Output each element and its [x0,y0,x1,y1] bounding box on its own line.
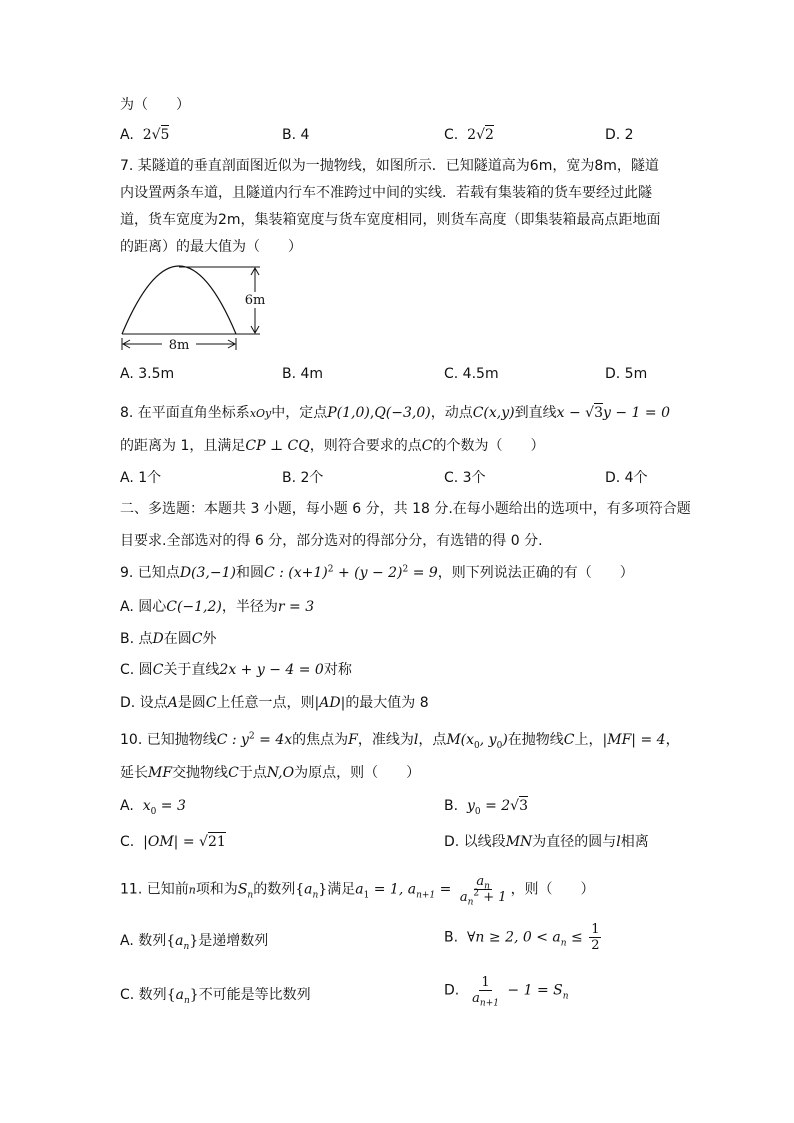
tunnel-arch [122,266,236,334]
q7-option-b: B. 4m [282,366,324,382]
prev-option-c: C. 2√2 [444,127,494,143]
q8-option-a: A. 1个 [120,470,162,486]
q7-text-line-2: 内设置两条车道，且隧道内行车不准跨过中间的实线．若载有集装箱的货车要经过此隧 [120,185,652,201]
q11-recurrence-fraction: $\frac{a_n}{a_n^2 + 1}$ [459,874,507,908]
q10-option-c: C. |OM| = √21 [120,834,226,850]
q10-stem-line-2: 延长MF交抛物线C于点N,O为原点，则（ ） [120,765,421,781]
q11-option-a: A. 数列$\{a_n\}$是递增数列 [120,933,269,952]
q10-option-d: D. 以线段MN为直径的圆与l相离 [444,834,649,850]
section2-instruction-line-1: 二、多选题：本题共 3 小题，每小题 6 分，共 18 分.在每小题给出的选项中，有多项符合题 [120,501,691,517]
q11-option-c: C. 数列$\{a_n\}$不可能是等比数列 [120,987,311,1006]
q10-option-a: A. $x_0 = 3$ [120,798,186,817]
q10-stem-line-1: 10. 已知抛物线C : $y^2 = 4x$的焦点为F，准线为l，点$M(x_0$, $y_0$)在抛物线C上，|MF| = 4， [120,731,680,751]
q9-option-a: A. 圆心C(−1,2)，半径为r = 3 [120,599,315,615]
q9-stem: 9. 已知点D(3,−1)和圆C : $(x+1)^2 + (y - 2)^2 = 9$，则下列说法正确的有（ ） [120,564,634,581]
q8-option-c: C. 3个 [444,470,486,486]
q7-text-line-4: 的距离）的最大值为（ ） [120,239,302,255]
reciprocal-fraction: $\frac{1}{a_{n+1}}$ [472,975,499,1009]
q8-text-line-2: 的距离为 1，且满足CP ⊥ CQ，则符合要求的点C的个数为（ ） [120,438,545,454]
prev-option-b: B. 4 [282,127,310,143]
q7-text-line-1: 7. 某隧道的垂直剖面图近似为一抛物线，如图所示．已知隧道高为6m，宽为8m，隧道 [120,158,659,174]
q8-option-d: D. 4个 [605,470,648,486]
prev-option-d: D. 2 [605,127,634,143]
q7-option-d: D. 5m [605,366,648,382]
q9-option-c: C. 圆C关于直线2x + y − 4 = 0对称 [120,662,352,678]
q7-option-a: A. 3.5m [120,366,175,382]
tunnel-parabola-figure [110,258,280,358]
prev-option-a: A. 2√5 [120,127,170,143]
height-label: 6m [244,293,266,308]
prev-question-tail: 为（ ） [120,97,190,113]
q11-option-b: B. ∀n ≥ 2, $0 < a_n$ ≤ $\frac{1}{2}$ [444,922,600,953]
q7-text-line-3: 道，货车宽度为2m，集装箱宽度与货车宽度相同，则货车高度（即集装箱最高点距地面 [120,212,661,228]
q7-option-c: C. 4.5m [444,366,499,382]
width-label: 8m [168,338,190,353]
one-half-fraction: $\frac{1}{2}$ [591,922,600,953]
q9-option-d: D. 设点A是圆C上任意一点，则|AD|的最大值为 8 [120,695,429,711]
q11-stem: 11. 已知前n项和为$S_n$的数列$\{a_n\}$满足$a_1 = 1$, $a_{n+1}$ = $\frac{a_n}{a_n^2 + 1}$ ，则（ ） [120,874,595,908]
section2-instruction-line-2: 目要求.全部选对的得 6 分，部分选对的得部分分，有选错的得 0 分. [120,533,543,549]
q8-text-line-1: 8. 在平面直角坐标系xOy中，定点P(1,0),Q(−3,0)，动点C(x,y)到直线x − √3y − 1 = 0 [120,405,670,421]
q9-option-b: B. 点D在圆C外 [120,631,217,647]
q10-option-b: B. $y_0 = 2√3$ [444,798,529,817]
q11-option-d: D. $\frac{1}{a_{n+1}}$ − $1 = S_n$ [444,975,569,1009]
q8-option-b: B. 2个 [282,470,324,486]
